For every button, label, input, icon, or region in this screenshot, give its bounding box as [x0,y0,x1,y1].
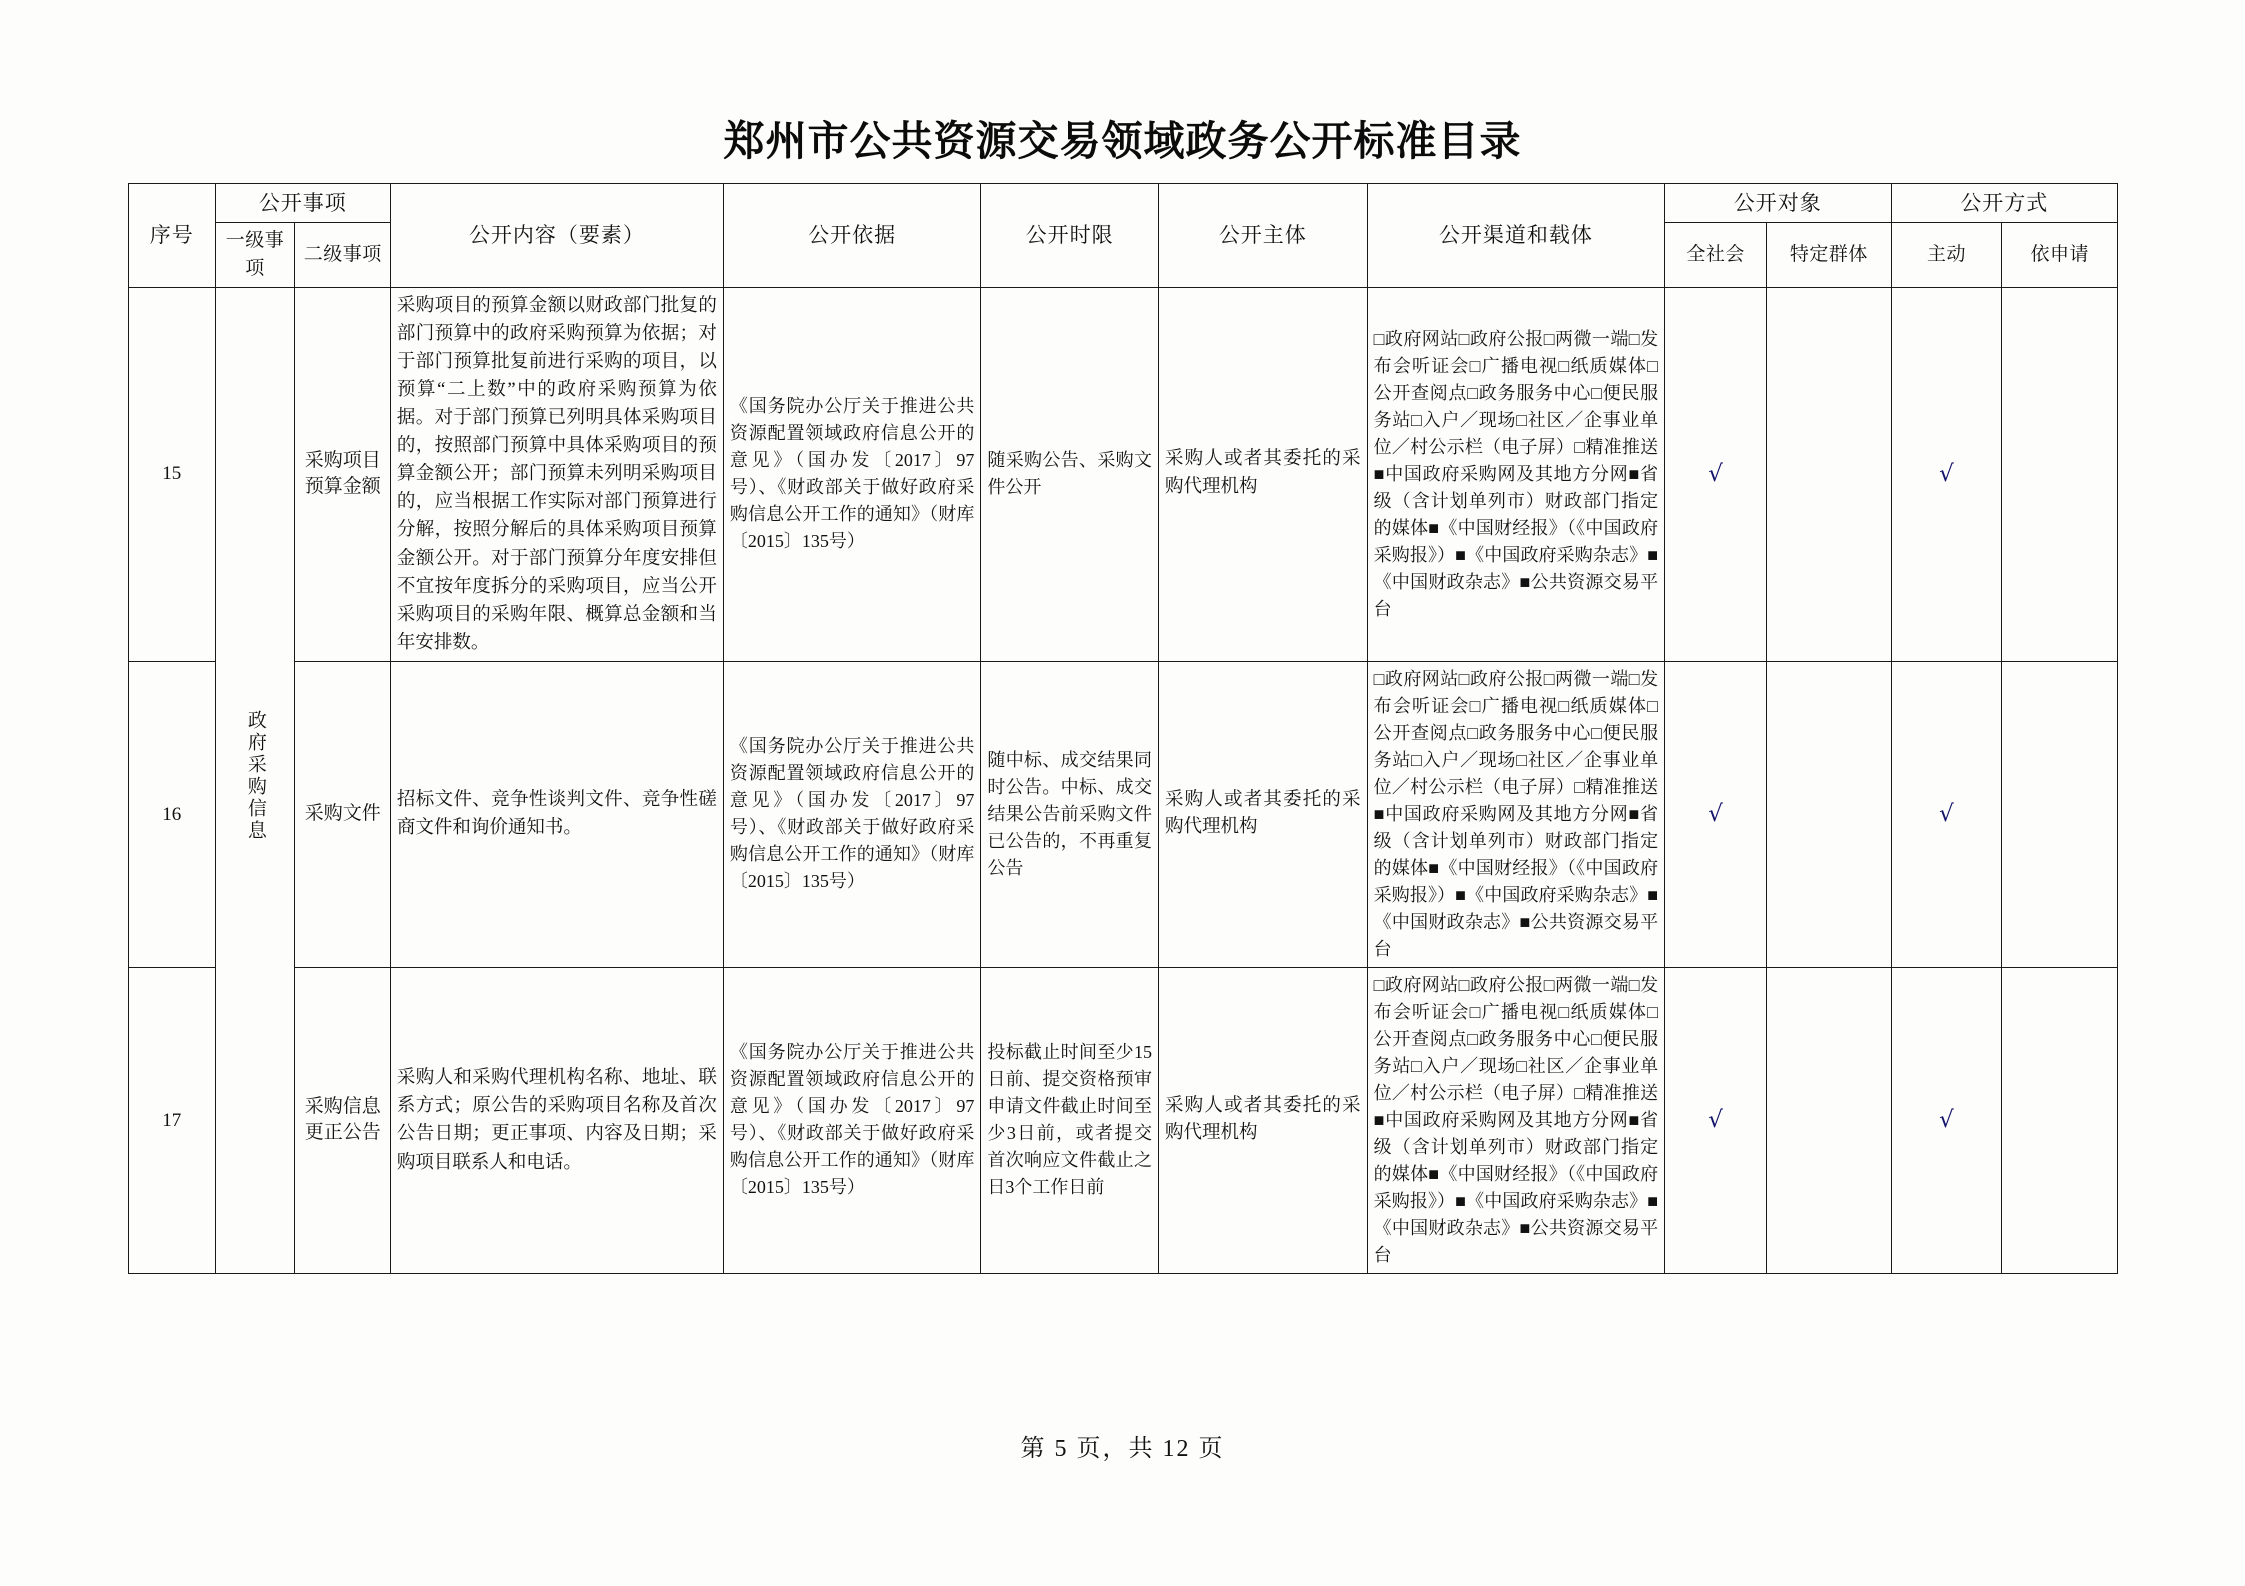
header-basis: 公开依据 [723,184,981,288]
check-mark-icon: √ [1939,800,1954,827]
row-content: 采购人和采购代理机构名称、地址、联系方式；原公告的采购项目名称及首次公告日期；更正事项、内容及日期；采购项目联系人和电话。 [390,967,723,1273]
row-index: 16 [129,661,216,967]
row-content: 招标文件、竞争性谈判文件、竞争性磋商文件和询价通知书。 [390,661,723,967]
check-mark-icon: √ [1939,460,1954,487]
header-index: 序号 [129,184,216,288]
row-method-active [1891,661,2002,967]
row-time-limit: 投标截止时间至少15日前、提交资格预审申请文件截止时间至少3日前，或者提交首次响应文件截止之日3个工作日前 [981,967,1159,1273]
header-audience-all: 全社会 [1665,223,1767,287]
header-content: 公开内容（要素） [390,184,723,288]
row-method-active [1891,287,2002,661]
header-method-group: 公开方式 [1891,184,2118,223]
row-level1-label: 政府采购信息 [244,710,266,843]
header-subject: 公开主体 [1158,184,1367,288]
header-channel: 公开渠道和载体 [1367,184,1664,288]
table-header-row-1 [129,184,2118,223]
row-level2: 采购信息更正公告 [295,967,390,1273]
row-audience-all [1665,967,1767,1273]
header-level2: 二级事项 [295,223,390,287]
page-footer: 第 5 页，共 12 页 [1020,1436,1225,1462]
row-basis: 《国务院办公厅关于推进公共资源配置领域政府信息公开的意见》（国办发〔2017〕97号）、《财政部关于做好政府采购信息公开工作的通知》（财库〔2015〕135号） [723,661,981,967]
row-level2: 采购文件 [295,661,390,967]
check-mark-icon: √ [1939,1106,1954,1133]
check-mark-icon: √ [1708,800,1723,827]
row-subject: 采购人或者其委托的采购代理机构 [1158,967,1367,1273]
row-audience-specific [1767,661,1891,967]
header-level1: 一级事项 [215,223,295,287]
row-audience-all [1665,661,1767,967]
row-time-limit: 随中标、成交结果同时公告。中标、成交结果公告前采购文件已公告的，不再重复公告 [981,661,1159,967]
header-time-limit: 公开时限 [981,184,1159,288]
row-audience-specific [1767,287,1891,661]
table-row [129,287,2118,661]
row-basis: 《国务院办公厅关于推进公共资源配置领域政府信息公开的意见》（国办发〔2017〕97号）、《财政部关于做好政府采购信息公开工作的通知》（财库〔2015〕135号） [723,967,981,1273]
table-row [129,967,2118,1273]
row-method-on-request [2002,287,2118,661]
row-content: 采购项目的预算金额以财政部门批复的部门预算中的政府采购预算为依据；对于部门预算批复前进行采购的项目，以预算“二上数”中的政府采购预算为依据。对于部门预算已列明具体采购项目的，按照部门预算中具体采购项目的预算金额公开；部门预算未列明采购项目的，应当根据工作实际对部门预算进行分解，按照分解后的具体采购项目预算金额公开。对于部门预算分年度安排但不宜按年度拆分的采购项目，应当公开采购项目的采购年限、概算总金额和当年安排数。 [390,287,723,661]
disclosure-catalog-table [128,183,2118,1274]
header-audience-specific: 特定群体 [1767,223,1891,287]
check-mark-icon: √ [1708,1106,1723,1133]
row-method-on-request [2002,661,2118,967]
row-channel: □政府网站□政府公报□两微一端□发布会听证会□广播电视□纸质媒体□公开查阅点□政务服务中心□便民服务站□入户／现场□社区／企事业单位／村公示栏（电子屏）□精准推送■中国政府采购网及其地方分网■省级（含计划单列市）财政部门指定的媒体■《中国财经报》（《中国政府采购报》）■《中国政府采购杂志》■《中国财政杂志》■公共资源交易平台 [1367,967,1664,1273]
row-subject: 采购人或者其委托的采购代理机构 [1158,287,1367,661]
row-level2: 采购项目预算金额 [295,287,390,661]
row-method-active [1891,967,2002,1273]
page-title: 郑州市公共资源交易领域政务公开标准目录 [723,118,1522,164]
header-method-on-request: 依申请 [2002,223,2118,287]
row-level1 [215,287,295,1273]
header-audience-group: 公开对象 [1665,184,1891,223]
header-method-active: 主动 [1891,223,2002,287]
row-time-limit: 随采购公告、采购文件公开 [981,287,1159,661]
table-row [129,661,2118,967]
check-mark-icon: √ [1708,460,1723,487]
row-audience-specific [1767,967,1891,1273]
row-index: 17 [129,967,216,1273]
row-channel: □政府网站□政府公报□两微一端□发布会听证会□广播电视□纸质媒体□公开查阅点□政务服务中心□便民服务站□入户／现场□社区／企事业单位／村公示栏（电子屏）□精准推送■中国政府采购网及其地方分网■省级（含计划单列市）财政部门指定的媒体■《中国财经报》（《中国政府采购报》）■《中国政府采购杂志》■《中国财政杂志》■公共资源交易平台 [1367,287,1664,661]
row-audience-all [1665,287,1767,661]
row-basis: 《国务院办公厅关于推进公共资源配置领域政府信息公开的意见》（国办发〔2017〕97号）、《财政部关于做好政府采购信息公开工作的通知》（财库〔2015〕135号） [723,287,981,661]
row-index: 15 [129,287,216,661]
row-subject: 采购人或者其委托的采购代理机构 [1158,661,1367,967]
row-channel: □政府网站□政府公报□两微一端□发布会听证会□广播电视□纸质媒体□公开查阅点□政务服务中心□便民服务站□入户／现场□社区／企事业单位／村公示栏（电子屏）□精准推送■中国政府采购网及其地方分网■省级（含计划单列市）财政部门指定的媒体■《中国财经报》（《中国政府采购报》）■《中国政府采购杂志》■《中国财政杂志》■公共资源交易平台 [1367,661,1664,967]
row-method-on-request [2002,967,2118,1273]
header-item-group: 公开事项 [215,184,390,223]
